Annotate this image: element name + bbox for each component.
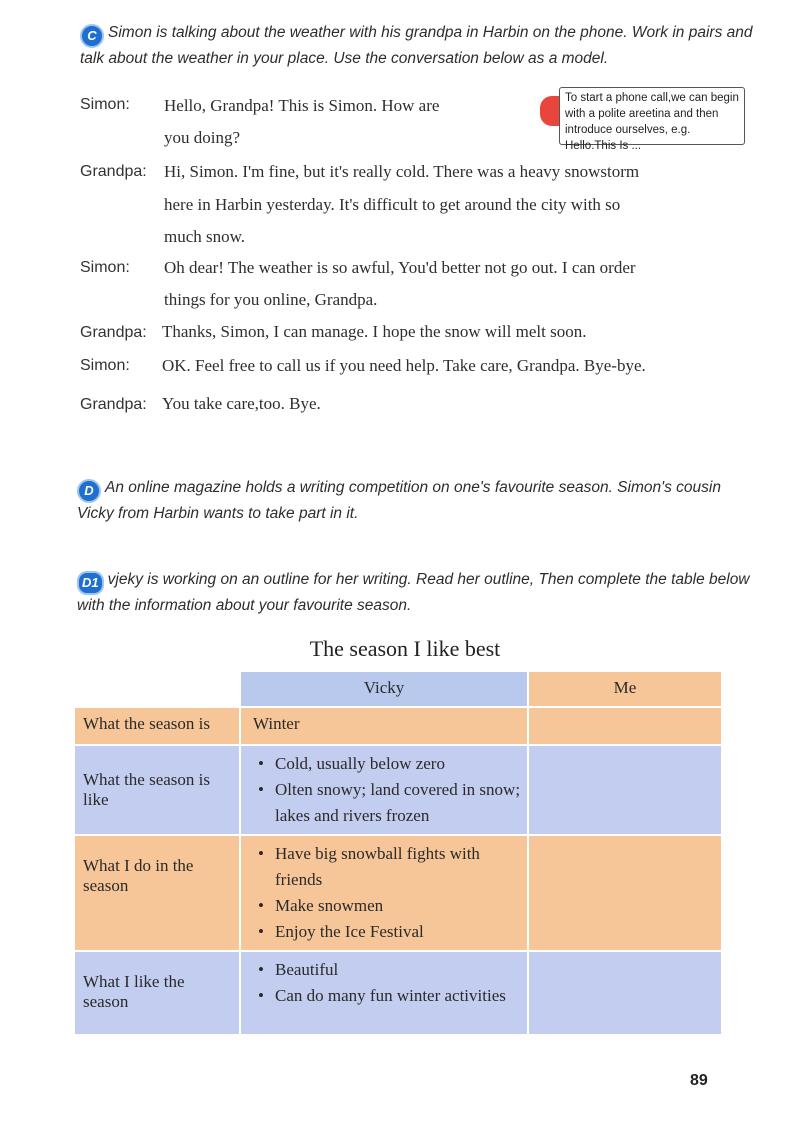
table-row [75,746,721,834]
list-item: • Have big snowball fights with friends [275,841,526,893]
me-cell[interactable] [529,746,721,834]
section-d-instruction [77,477,757,525]
speaker-label: Grandpa: [80,324,147,341]
dialogue-line: here in Harbin yesterday. It's difficult to get around the city with so [164,195,621,214]
section-d1-text: vjeky is working on an outline for her writing. Read her outline, Then complete the table below with the information about your favourite season. [77,571,750,614]
speaker-label: Simon: [80,259,130,276]
table-title: The season I like best [309,636,501,661]
list-item: • Olten snowy; land covered in snow; lakes and rivers frozen [275,777,526,829]
table-row [75,708,721,744]
vicky-cell [241,708,527,744]
section-d1-instruction [77,569,757,617]
vicky-cell [241,746,527,834]
list-item: • Cold, usually below zero [275,751,526,777]
row-label: What the season is [75,708,239,744]
dialogue-line: Oh dear! The weather is so awful, You'd better not go out. I can order [164,258,636,277]
section-c-badge: C [80,24,104,48]
dialogue-line: you doing? [164,128,241,147]
speaker-label: Simon: [80,96,130,113]
section-d-text: An online magazine holds a writing competition on one's favourite season. Simon's cousin Vicky from Harbin wants to take part in it. [77,479,721,522]
tip-note: To start a phone call,we can begin with a polite areetina and then introduce ourselves, e.g. Hello.This Is ... [559,87,745,145]
row-label: What the season is like [75,746,239,834]
dialogue-line: things for you online, Grandpa. [164,290,378,309]
speaker-label: Simon: [80,357,130,374]
vicky-cell [241,952,527,1034]
list-item: • Enjoy the Ice Festival [275,919,526,945]
table-header-row [75,672,721,706]
season-table [73,670,723,1036]
table-row [75,836,721,950]
list-item: • Beautiful [275,957,526,983]
dialogue-line: Hi, Simon. I'm fine, but it's really cold. There was a heavy snowstorm [164,162,640,181]
speaker-label: Grandpa: [80,163,147,180]
section-c-instruction [80,22,760,70]
list-item: • Make snowmen [275,893,526,919]
empty-corner-cell [75,672,239,706]
row-label: What I do in the season [75,836,239,950]
dialogue-line: OK. Feel free to call us if you need help. Take care, Grandpa. Bye-bye. [162,356,646,375]
section-d-badge: D [77,479,101,503]
me-cell[interactable] [529,952,721,1034]
me-cell[interactable] [529,708,721,744]
section-d1-badge: D1 [77,571,104,595]
dialogue-line: You take care,too. Bye. [162,394,321,413]
cell-text: Winter [253,714,300,733]
page-number: 89 [690,1072,708,1089]
table-row [75,952,721,1034]
row-label: What I like the season [75,952,239,1034]
vicky-cell [241,836,527,950]
dialogue-line: much snow. [164,227,246,246]
dialogue-line: Hello, Grandpa! This is Simon. How are [164,96,440,115]
me-cell[interactable] [529,836,721,950]
column-header-vicky: Vicky [241,672,527,706]
section-c-text: Simon is talking about the weather with his grandpa in Harbin on the phone. Work in pairs and talk about the weather in your place. Use the conversation below as a model. [80,24,753,67]
column-header-me: Me [529,672,721,706]
list-item: • Can do many fun winter activities [275,983,526,1009]
speaker-label: Grandpa: [80,396,147,413]
dialogue-line: Thanks, Simon, I can manage. I hope the snow will melt soon. [162,322,587,341]
